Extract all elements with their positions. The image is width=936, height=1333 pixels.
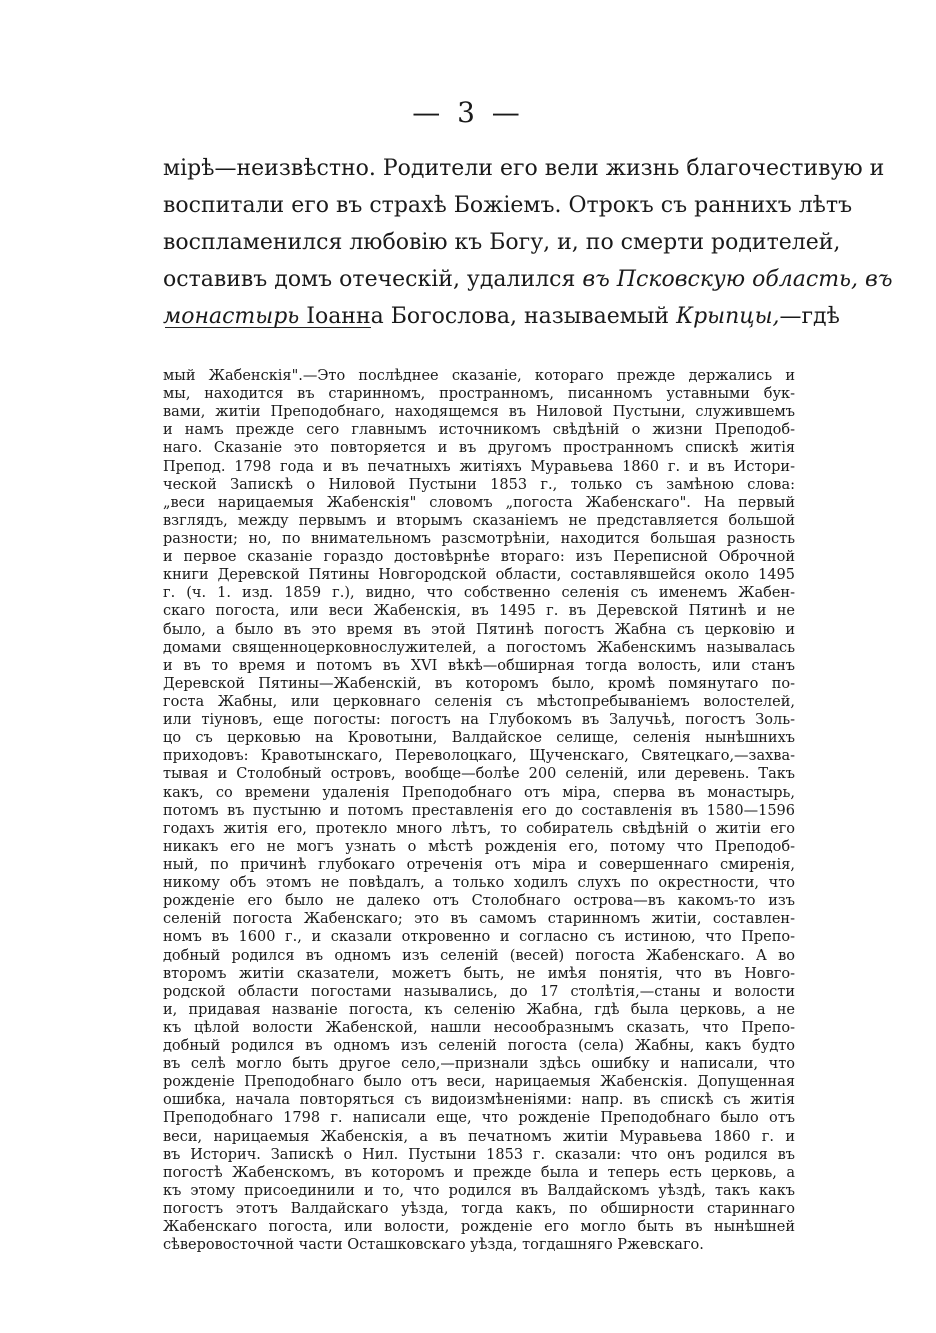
italic-text: монастырь bbox=[163, 304, 300, 329]
footnote-line: было, а было въ это время въ этой Пятинѣ погостъ Жабна съ церковію и bbox=[163, 621, 795, 638]
main-text-line bbox=[163, 298, 840, 335]
footnote-line: ческой Запискѣ о Ниловой Пустыни 1853 г., только съ замѣною слова: bbox=[163, 476, 795, 493]
footnote-line: Деревской Пятины—Жабенскій, въ которомъ было, кромѣ помянутаго по- bbox=[163, 675, 795, 692]
text-run: —гдѣ bbox=[779, 304, 840, 329]
text-run: воспламенился любовію къ Богу, и, по смерти родителей, bbox=[163, 230, 841, 255]
footnote-line: рожденіе Преподобнаго было отъ веси, нарицаемыя Жабенскія. Допущенная bbox=[163, 1074, 795, 1091]
footnote-line: какъ, со времени удаленія Преподобнаго отъ міра, сперва въ монастырь, bbox=[163, 784, 795, 801]
footnote-line: никому объ этомъ не повѣдалъ, а только ходилъ слухъ по окрестности, что bbox=[163, 875, 795, 892]
footnote-line: разности; но, по внимательномъ разсмотрѣніи, находится большая разность bbox=[163, 530, 795, 547]
footnote-line: г. (ч. 1. изд. 1859 г.), видно, что собственно селенія съ именемъ Жабен- bbox=[163, 585, 795, 602]
text-run: воспитали его въ страхѣ Божіемъ. Отрокъ съ раннихъ лѣтъ bbox=[163, 193, 853, 218]
main-text-line bbox=[163, 150, 885, 187]
text-run: Іоанна Богослова, называемый bbox=[299, 304, 677, 329]
footnote-line: рожденіе его было не далеко отъ Столобнаго острова—въ какомъ-то изъ bbox=[163, 893, 795, 910]
footnote-line: книги Деревской Пятины Новгородской области, составлявшейся около 1495 bbox=[163, 567, 795, 584]
footnote-line: погостъ этотъ Валдайскаго уѣзда, тогда какъ, по обширности стариннаго bbox=[163, 1201, 795, 1218]
page-number: — 3 — bbox=[412, 96, 524, 129]
footnote-line: селеній погоста Жабенскаго; это въ самомъ старинномъ житіи, составлен- bbox=[163, 911, 795, 928]
footnote-line: взглядъ, между первымъ и вторымъ сказаніемъ не представляется большой bbox=[163, 512, 795, 529]
main-text-block bbox=[163, 150, 893, 335]
text-run: мірѣ—неизвѣстно. Родители его вели жизнь благочестивую и bbox=[163, 156, 885, 181]
footnote-line: Преподобнаго 1798 г. написали еще, что рожденіе Преподобнаго было отъ bbox=[163, 1110, 795, 1127]
italic-text: Крыпцы, bbox=[676, 304, 780, 329]
main-text-line bbox=[163, 187, 853, 224]
footnote-line: или тіуновъ, еще погосты: погостъ на Глубокомъ въ Залучьѣ, погостъ Золь- bbox=[163, 712, 795, 729]
footnote-line: добный родился въ одномъ изъ селеній погоста (села) Жабны, какъ будто bbox=[163, 1038, 795, 1055]
footnote-line: въ Историч. Запискѣ о Нил. Пустыни 1853 г. сказали: что онъ родился въ bbox=[163, 1146, 795, 1163]
footnote-line: и, придавая названіе погоста, къ селенію Жабна, гдѣ была церковь, а не bbox=[163, 1001, 795, 1018]
footnote-line: годахъ житія его, протекло много лѣтъ, то собиратель свѣдѣній о житіи его bbox=[163, 820, 795, 837]
footnote-line: и первое сказаніе гораздо достовѣрнѣе втораго: изъ Переписной Оброчной bbox=[163, 549, 795, 566]
footnote-line: приходовъ: Кравотынскаго, Переволоцкаго, Щученскаго, Святецкаго,—захва- bbox=[163, 748, 795, 765]
footnote-line: ный, по причинѣ глубокаго отреченія отъ міра и совершеннаго смиренія, bbox=[163, 856, 795, 873]
footnote-line: тывая и Столобный островъ, вообще—болѣе 200 селеній, или деревень. Такъ bbox=[163, 766, 795, 783]
footnote-line: погостѣ Жабенскомъ, въ которомъ и прежде была и теперь есть церковь, а bbox=[163, 1164, 795, 1181]
main-text-line bbox=[163, 261, 893, 298]
footnote-line: въ селѣ могло быть другое село,—признали здѣсь ошибку и написали, что bbox=[163, 1056, 795, 1073]
footnote-line: цо съ церковью на Кровотыни, Валдайское селище, селенія нынѣшнихъ bbox=[163, 730, 795, 747]
footnote-line: мый Жабенскія".—Это послѣднее сказаніе, котораго прежде держались и bbox=[163, 368, 795, 384]
footnote-line: добный родился въ одномъ изъ селеній (весей) погоста Жабенскаго. А во bbox=[163, 947, 795, 964]
footnote-line: Препод. 1798 года и въ печатныхъ житіяхъ Муравьева 1860 г. и въ Истори- bbox=[163, 458, 795, 475]
text-run: оставивъ домъ отеческій, удалился bbox=[163, 267, 583, 292]
footnote-block bbox=[163, 367, 795, 1254]
footnote-line: и намъ прежде сего главнымъ источникомъ свѣдѣній о жизни Преподоб- bbox=[163, 422, 795, 439]
footnote-line: никакъ его не могъ узнать о мѣстѣ рожденія его, потому что Преподоб- bbox=[163, 838, 795, 855]
footnote-line: къ цѣлой волости Жабенской, нашли несообразнымъ сказать, что Препо- bbox=[163, 1019, 795, 1036]
footnote-line: вами, житіи Преподобнаго, находящемся въ Ниловой Пустыни, служившемъ bbox=[163, 404, 795, 421]
footnote-line: сѣверовосточной части Осташковскаго уѣзда, тогдашняго Ржевскаго. bbox=[163, 1237, 704, 1254]
footnote-line: веси, нарицаемыя Жабенскія, а въ печатномъ житіи Муравьева 1860 г. и bbox=[163, 1128, 795, 1145]
footnote-line: „веси нарицаемыя Жабенскія" словомъ „погоста Жабенскаго". На первый bbox=[163, 494, 795, 511]
footnote-line: второмъ житіи сказатели, можетъ быть, не имѣя понятія, что въ Новго- bbox=[163, 965, 795, 982]
footnote-line: къ этому присоединили и то, что родился въ Валдайскомъ уѣздѣ, такъ какъ bbox=[163, 1182, 795, 1199]
footnote-line: домами священноцерковнослужителей, а погостомъ Жабенскимъ называлась bbox=[163, 639, 795, 656]
main-text-line bbox=[163, 224, 841, 261]
footnote-line: родской области погостами назывались, до 17 столѣтія,—станы и волости bbox=[163, 983, 795, 1000]
footnote-line: мы, находится въ старинномъ, пространномъ, писанномъ уставными бук- bbox=[163, 386, 795, 403]
footnote-line: Жабенскаго погоста, или волости, рожденіе его могло быть въ нынѣшней bbox=[163, 1219, 795, 1236]
footnote-line: потомъ въ пустыню и потомъ преставленія его до составленія въ 1580—1596 bbox=[163, 802, 795, 819]
footnote-line: госта Жабны, или церковнаго селенія съ мѣстопребываніемъ волостелей, bbox=[163, 693, 795, 710]
italic-text: въ Псковскую область, въ bbox=[582, 267, 893, 292]
footnote-line: ошибка, начала повторяться съ видоизмѣненіями: напр. въ спискѣ съ житія bbox=[163, 1092, 795, 1109]
footnote-separator bbox=[165, 327, 371, 328]
footnote-line: номъ въ 1600 г., и сказали откровенно и согласно съ истиною, что Препо- bbox=[163, 929, 795, 946]
footnote-line: и въ то время и потомъ въ XVI вѣкѣ—обширная тогда волость, или станъ bbox=[163, 657, 795, 674]
footnote-line: скаго погоста, или веси Жабенскія, въ 1495 г. въ Деревской Пятинѣ и не bbox=[163, 603, 795, 620]
footnote-line: наго. Сказаніе это повторяется и въ другомъ пространномъ спискѣ житія bbox=[163, 440, 795, 457]
